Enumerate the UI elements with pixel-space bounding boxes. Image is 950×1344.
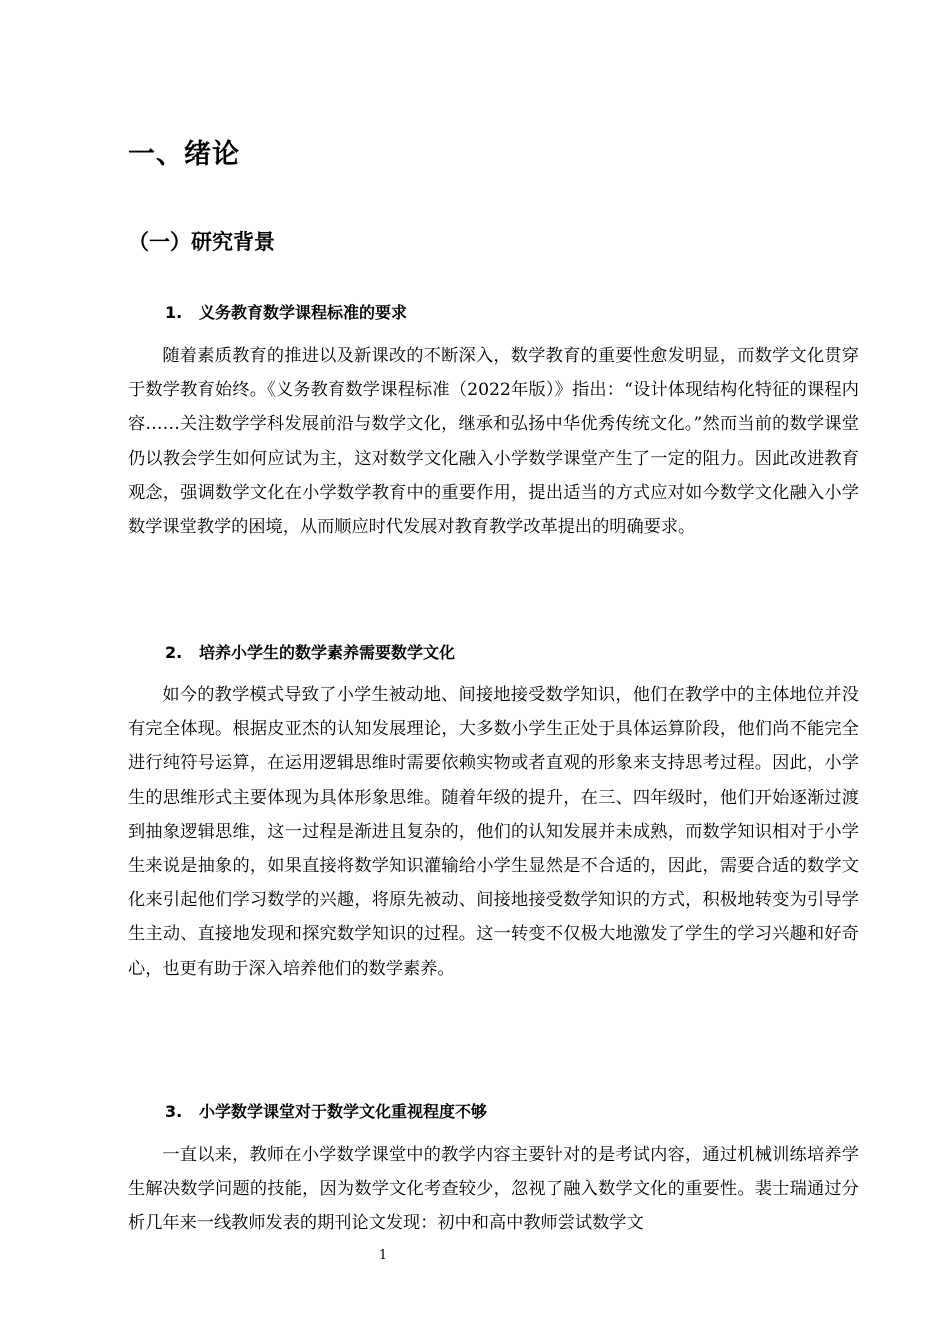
subsection-heading-2 [165, 640, 455, 663]
subsection-number: 3. [165, 1102, 183, 1121]
body-paragraph-1: 随着素质教育的推进以及新课改的不断深入，数学教育的重要性愈发明显，而数学文化贯穿于数学教育始终。《义务教育数学课程标准（2022年版）》指出：“设计体现结构化特征的课程内容……关注数学学科发展前沿与数学文化，继承和弘扬中华优秀传统文化。”然而当前的数学课堂仍以教会学生如何应试为主，这对数学文化融入小学数学课堂产生了一定的阻力。因此改进教育观念，强调数学文化在小学数学教育中的重要作用，提出适当的方式应对如今数学文化融入小学数学课堂教学的困境，从而顺应时代发展对教育教学改革提出的明确要求。 [128, 346, 859, 538]
chapter-title: 一、绪论 [128, 139, 240, 170]
body-paragraph-2: 如今的教学模式导致了小学生被动地、间接地接受数学知识，他们在教学中的主体地位并没有完全体现。根据皮亚杰的认知发展理论，大多数小学生正处于具体运算阶段，他们尚不能完全进行纯符号运算，在运用逻辑思维时需要依赖实物或者直观的形象来支持思考过程。因此，小学生的思维形式主要体现为具体形象思维。随着年级的提升，在三、四年级时，他们开始逐渐过渡到抽象逻辑思维，这一过程是渐进且复杂的，他们的认知发展并未成熟，而数学知识相对于小学生来说是抽象的，如果直接将数学知识灌输给小学生显然是不合适的，因此，需要合适的数学文化来引起他们学习数学的兴趣，将原先被动、间接地接受数学知识的方式，积极地转变为引导学生主动、直接地发现和探究数学知识的过程。这一转变不仅极大地激发了学生的学习兴趣和好奇心，也更有助于深入培养他们的数学素养。 [128, 685, 859, 979]
subsection-title: 义务教育数学课程标准的要求 [199, 303, 408, 322]
subsection-heading-1 [165, 300, 407, 323]
section-title: （一）研究背景 [128, 230, 275, 254]
subsection-number: 1. [165, 303, 183, 322]
subsection-title: 小学数学课堂对于数学文化重视程度不够 [199, 1102, 488, 1121]
subsection-title: 培养小学生的数学素养需要数学文化 [199, 643, 456, 662]
subsection-number: 2. [165, 643, 183, 662]
subsection-heading-3 [165, 1099, 487, 1122]
page-number: 1 [378, 1248, 388, 1263]
body-paragraph-3: 一直以来，教师在小学数学课堂中的教学内容主要针对的是考试内容，通过机械训练培养学生解决数学问题的技能，因为数学文化考查较少，忽视了融入数学文化的重要性。裴士瑞通过分析几年来一线教师发表的期刊论文发现：初中和高中教师尝试数学文 [128, 1145, 859, 1234]
